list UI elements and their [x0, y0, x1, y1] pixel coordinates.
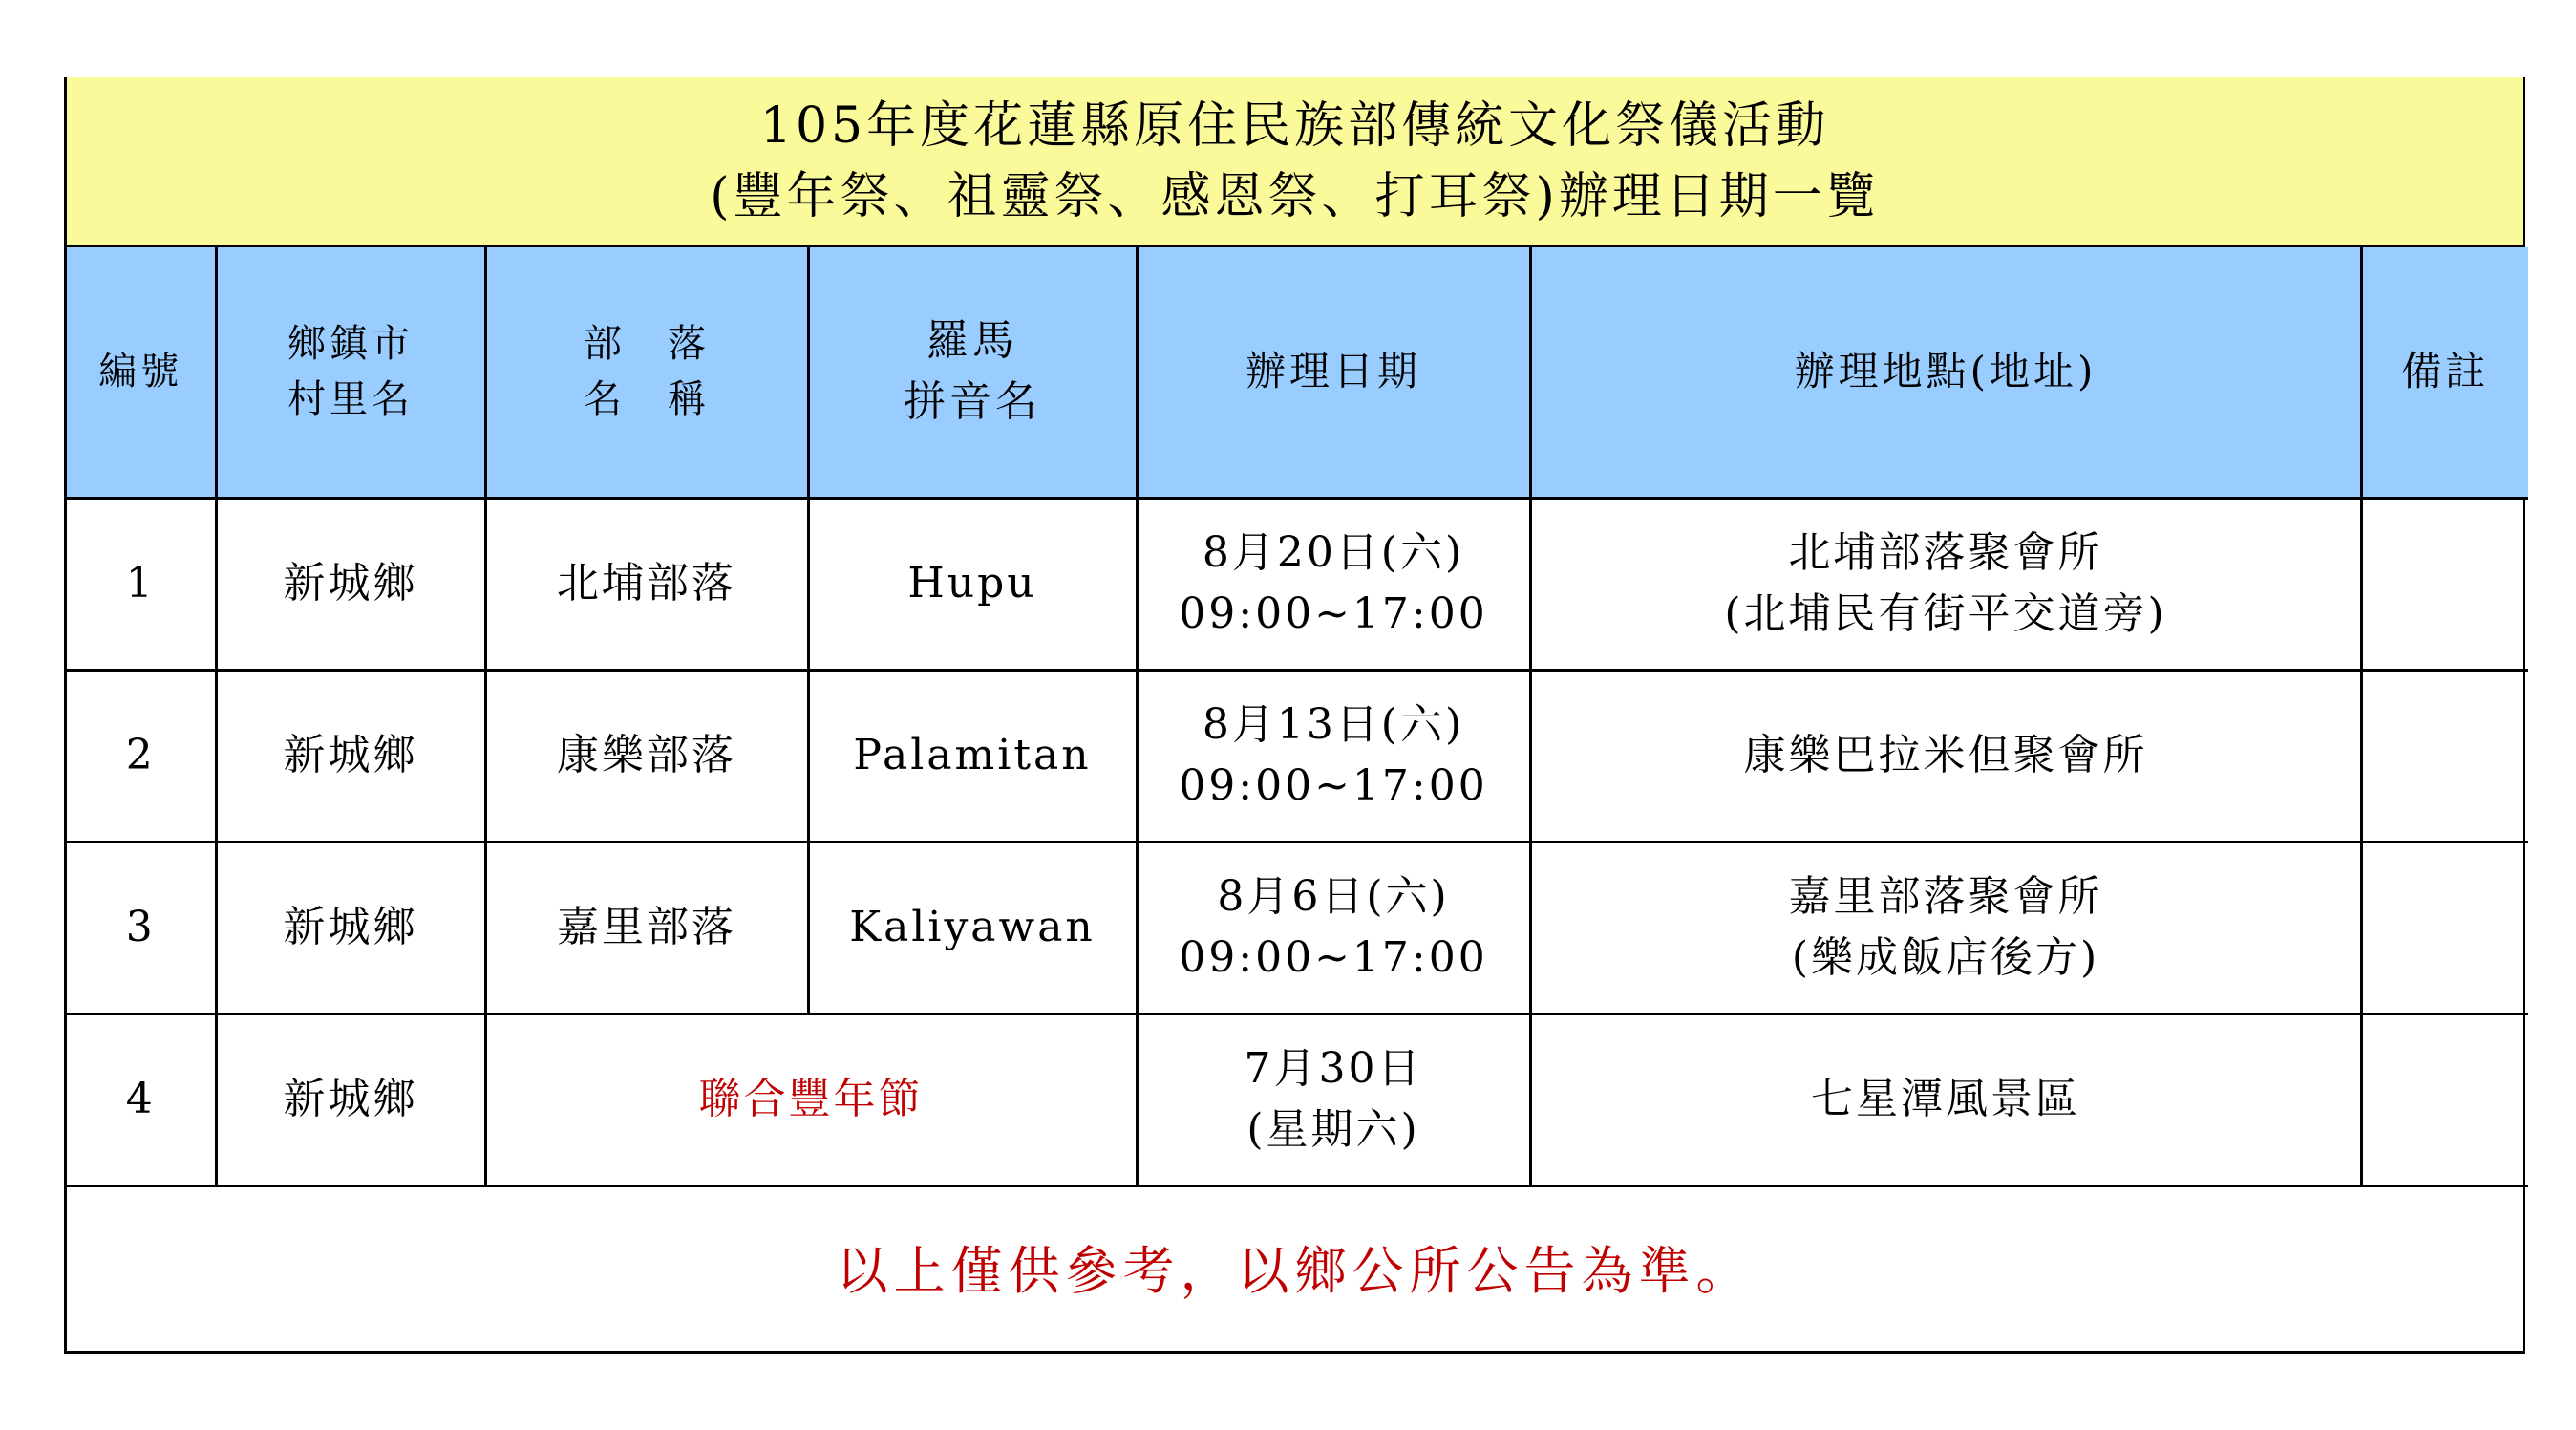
footer-note: 以上僅供參考，以鄉公所公告為準。	[836, 1241, 1754, 1301]
schedule-table	[67, 247, 2528, 1187]
row-remark	[2361, 842, 2528, 1014]
title-line-1: 105年度花蓮縣原住民族部傳統文化祭儀活動	[759, 96, 1830, 155]
row-town: 新城鄉	[216, 498, 485, 670]
row-no: 4	[67, 1014, 216, 1185]
row-no: 3	[67, 842, 216, 1014]
row-place: 康樂巴拉米但聚會所	[1530, 670, 2361, 842]
row-roman: Palamitan	[808, 670, 1137, 842]
row-date: 7月30日 (星期六)	[1137, 1014, 1530, 1185]
header-place: 辦理地點(地址)	[1530, 247, 2361, 498]
row-remark	[2361, 670, 2528, 842]
header-town: 鄉鎮市 村里名	[216, 247, 485, 498]
row-remark	[2361, 498, 2528, 670]
table-row	[67, 670, 2528, 842]
table-row	[67, 1014, 2528, 1185]
header-no: 編號	[67, 247, 216, 498]
header-row	[67, 247, 2528, 498]
row-no: 2	[67, 670, 216, 842]
row-place: 北埔部落聚會所 (北埔民有街平交道旁)	[1530, 498, 2361, 670]
row-joint-festival: 聯合豐年節	[485, 1014, 1137, 1185]
table-row	[67, 498, 2528, 670]
header-roman: 羅馬 拼音名	[808, 247, 1137, 498]
row-town: 新城鄉	[216, 1014, 485, 1185]
row-roman: Kaliyawan	[808, 842, 1137, 1014]
row-no: 1	[67, 498, 216, 670]
row-date: 8月20日(六) 09:00~17:00	[1137, 498, 1530, 670]
row-place: 七星潭風景區	[1530, 1014, 2361, 1185]
row-town: 新城鄉	[216, 842, 485, 1014]
row-place: 嘉里部落聚會所 (樂成飯店後方)	[1530, 842, 2361, 1014]
row-roman: Hupu	[808, 498, 1137, 670]
header-tribe: 部 落 名 稱	[485, 247, 808, 498]
row-tribe: 北埔部落	[485, 498, 808, 670]
row-tribe: 康樂部落	[485, 670, 808, 842]
title-band	[67, 77, 2523, 247]
schedule-sheet	[64, 77, 2525, 1354]
title-line-2: (豐年祭、祖靈祭、感恩祭、打耳祭)辦理日期一覽	[710, 167, 1880, 225]
row-date: 8月6日(六) 09:00~17:00	[1137, 842, 1530, 1014]
row-date: 8月13日(六) 09:00~17:00	[1137, 670, 1530, 842]
header-remark: 備註	[2361, 247, 2528, 498]
row-tribe: 嘉里部落	[485, 842, 808, 1014]
row-town: 新城鄉	[216, 670, 485, 842]
table-row	[67, 842, 2528, 1014]
row-remark	[2361, 1014, 2528, 1185]
header-date: 辦理日期	[1137, 247, 1530, 498]
